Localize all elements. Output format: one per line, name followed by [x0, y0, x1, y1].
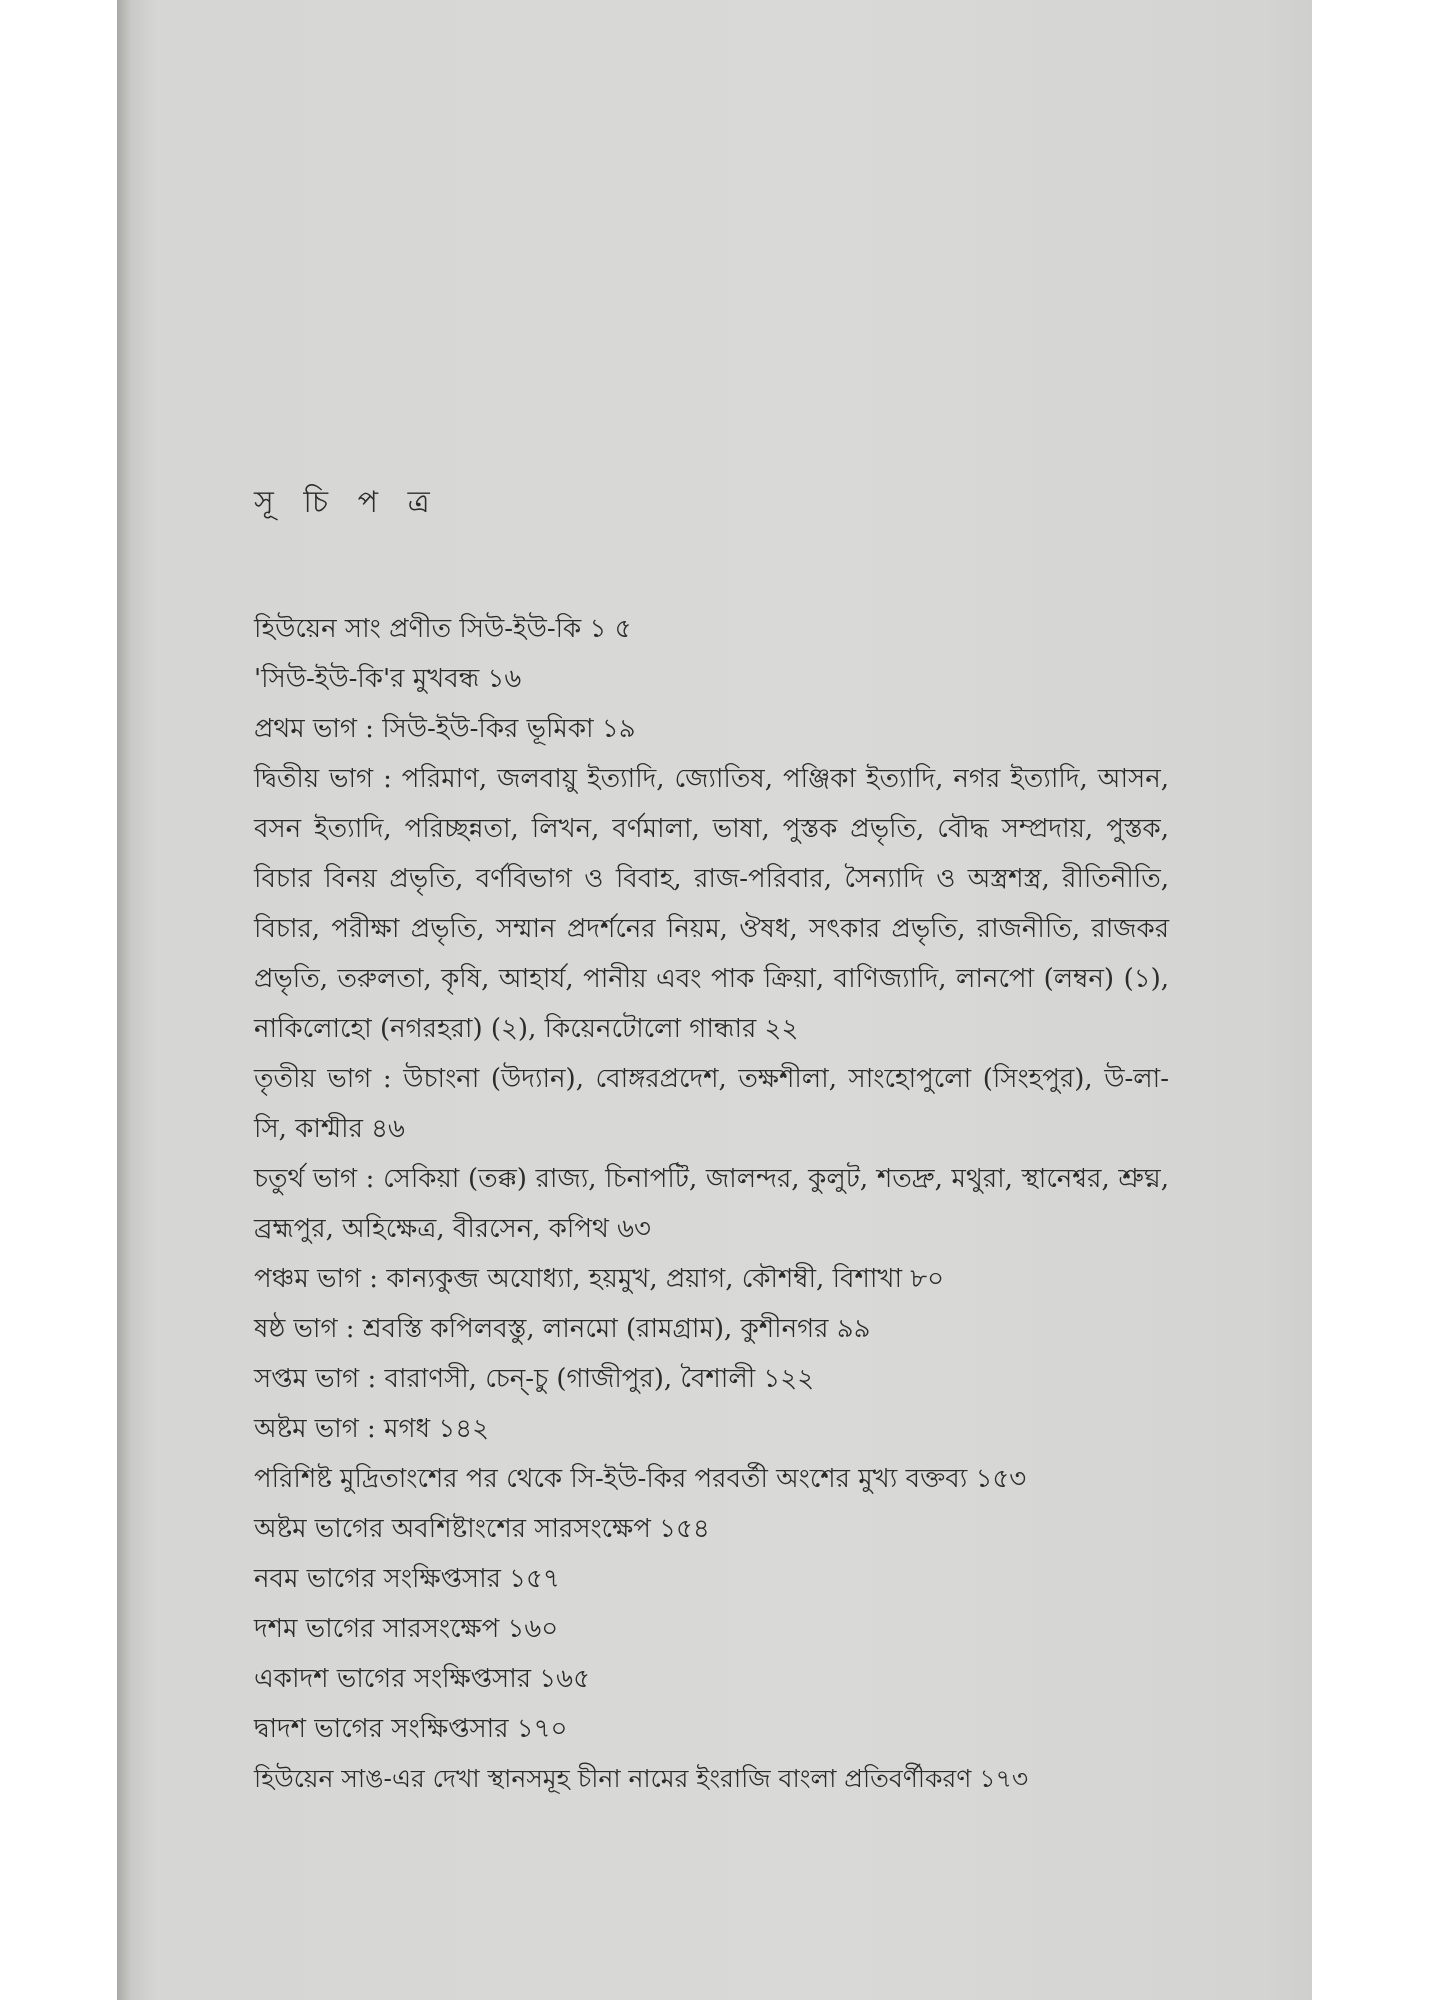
toc-entry: ষষ্ঠ ভাগ : শ্রবস্তি কপিলবস্তু, লানমো (রামগ্রাম), কুশীনগর ৯৯ — [254, 1314, 871, 1344]
left-margin — [0, 0, 117, 2000]
toc-entry: নবম ভাগের সংক্ষিপ্তসার ১৫৭ — [254, 1564, 560, 1594]
toc-entry: প্রথম ভাগ : সিউ-ইউ-কির ভূমিকা ১৯ — [254, 714, 636, 744]
toc-entry: পঞ্চম ভাগ : কান্যকুব্জ অযোধ্যা, হয়মুখ, প্রয়াগ, কৌশম্বী, বিশাখা ৮০ — [254, 1264, 945, 1294]
toc-entry: একাদশ ভাগের সংক্ষিপ্তসার ১৬৫ — [254, 1664, 590, 1694]
table-of-contents — [254, 604, 1169, 1804]
toc-entry: অষ্টম ভাগের অবশিষ্টাংশের সারসংক্ষেপ ১৫৪ — [254, 1514, 710, 1544]
toc-entry: সপ্তম ভাগ : বারাণসী, চেন্-চু (গাজীপুর), বৈশালী ১২২ — [254, 1364, 815, 1394]
toc-entry: তৃতীয় ভাগ : উচাংনা (উদ্যান), বোঙ্গরপ্রদেশ, তক্ষশীলা, সাংহোপুলো (সিংহপুর), উ-লা-সি, কাশ্মীর ৪৬ — [254, 1064, 1169, 1144]
toc-entry: দ্বাদশ ভাগের সংক্ষিপ্তসার ১৭০ — [254, 1714, 568, 1744]
page-title: সূ চি প ত্র — [254, 485, 440, 520]
toc-entry: 'সিউ-ইউ-কি'র মুখবন্ধ ১৬ — [254, 664, 522, 694]
toc-entry: অষ্টম ভাগ : মগধ ১৪২ — [254, 1414, 490, 1444]
toc-entry: হিউয়েন সাঙ-এর দেখা স্থানসমূহ চীনা নামের ইংরাজি বাংলা প্রতিবর্ণীকরণ ১৭৩ — [254, 1764, 1029, 1793]
right-margin — [1312, 0, 1429, 2000]
toc-entry: চতুর্থ ভাগ : সেকিয়া (তক্ক) রাজ্য, চিনাপটি, জালন্দর, কুলুট, শতদ্রু, মথুরা, স্থানেশ্বর, শ্রুঘ্ন, ব্রহ্মপুর, অহিক্ষেত্র, বীরসেন, কপিথ ৬৩ — [254, 1164, 1169, 1244]
book-page — [117, 0, 1312, 2000]
toc-entry: হিউয়েন সাং প্রণীত সিউ-ইউ-কি ১ ৫ — [254, 614, 632, 644]
toc-entry: পরিশিষ্ট মুদ্রিতাংশের পর থেকে সি-ইউ-কির পরবর্তী অংশের মুখ্য বক্তব্য ১৫৩ — [254, 1464, 1027, 1494]
toc-entry: দশম ভাগের সারসংক্ষেপ ১৬০ — [254, 1614, 559, 1644]
toc-entry: দ্বিতীয় ভাগ : পরিমাণ, জলবায়ু ইত্যাদি, জ্যোতিষ, পঞ্জিকা ইত্যাদি, নগর ইত্যাদি, আসন, বসন ইত্যাদি, পরিচ্ছন্নতা, লিখন, বর্ণমালা, ভাষা, পুস্তক প্রভৃতি, বৌদ্ধ সম্প্রদায়, পুস্তক, বিচার বিনয় প্রভৃতি, বর্ণবিভাগ ও বিবাহ, রাজ-পরিবার, সৈন্যাদি ও অস্ত্রশস্ত্র, রীতিনীতি, বিচার, পরীক্ষা প্রভৃতি, সম্মান প্রদর্শনের নিয়ম, ঔষধ, সৎকার প্রভৃতি, রাজনীতি, রাজকর প্রভৃতি, তরুলতা, কৃষি, আহার্য, পানীয় এবং পাক ক্রিয়া, বাণিজ্যাদি, লানপো (লম্বন) (১), নাকিলোহো (নগরহরা) (২), কিয়েনটোলো গান্ধার ২২ — [254, 764, 1169, 1044]
